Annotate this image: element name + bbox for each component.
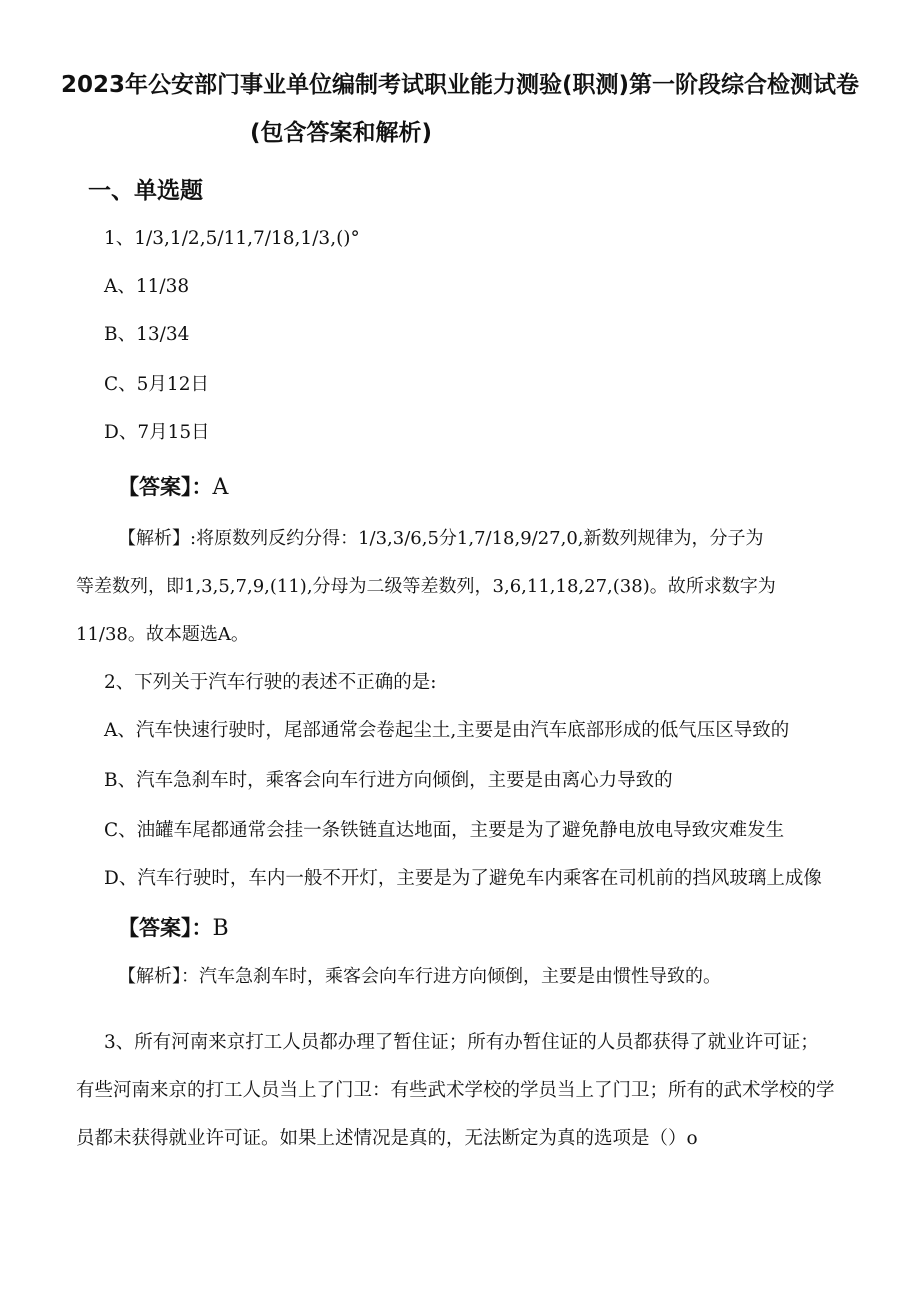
question-2-explanation: 【解析】：汽车急刹车时，乘客会向车行进方向倾倒，主要是由惯性导致的。 bbox=[118, 966, 721, 987]
question-1-answer bbox=[118, 471, 228, 501]
section-heading: 一、单选题 bbox=[88, 178, 203, 204]
document-subtitle: (包含答案和解析) bbox=[250, 120, 433, 146]
question-1-option-b: B、13/34 bbox=[104, 324, 190, 345]
answer-label: 【答案】： bbox=[118, 916, 213, 940]
question-1-explanation-line-3: 11/38。故本题选A。 bbox=[76, 624, 249, 645]
question-1-explanation-line-2: 等差数列，即1,3,5,7,9,(11),分母为二级等差数列，3,6,11,18,27,(38)。故所求数字为 bbox=[76, 576, 776, 597]
question-1-explanation-line-1: 【解析】:将原数列反约分得：1/3,3/6,5分1,7/18,9/27,0,新数列规律为，分子为 bbox=[118, 528, 764, 549]
answer-value: A bbox=[212, 475, 229, 500]
question-3-line-3: 员都未获得就业许可证。如果上述情况是真的，无法断定为真的选项是（）o bbox=[76, 1128, 698, 1149]
question-1-stem: 1、1/3,1/2,5/11,7/18,1/3,()° bbox=[104, 228, 360, 249]
question-1-option-d: D、7月15日 bbox=[104, 422, 210, 443]
question-1-option-c: C、5月12日 bbox=[104, 374, 209, 395]
question-2-stem: 2、下列关于汽车行驶的表述不正确的是: bbox=[104, 672, 437, 693]
question-2-option-c: C、油罐车尾都通常会挂一条铁链直达地面，主要是为了避免静电放电导致灾难发生 bbox=[104, 820, 785, 841]
question-2-option-a: A、汽车快速行驶时，尾部通常会卷起尘土,主要是由汽车底部形成的低气压区导致的 bbox=[104, 720, 790, 741]
answer-value: B bbox=[212, 916, 229, 941]
question-2-answer bbox=[118, 912, 229, 942]
document-title: 2023年公安部门事业单位编制考试职业能力测验(职测)第一阶段综合检测试卷 bbox=[60, 72, 860, 98]
question-2-option-b: B、汽车急刹车时，乘客会向车行进方向倾倒，主要是由离心力导致的 bbox=[104, 770, 673, 791]
question-3-line-1: 3、所有河南来京打工人员都办理了暂住证；所有办暂住证的人员都获得了就业许可证； bbox=[104, 1032, 819, 1053]
question-1-option-a: A、11/38 bbox=[104, 276, 190, 297]
question-3-line-2: 有些河南来京的打工人员当上了门卫：有些武术学校的学员当上了门卫；所有的武术学校的学 bbox=[76, 1080, 835, 1101]
answer-label: 【答案】： bbox=[118, 475, 213, 499]
question-2-option-d: D、汽车行驶时，车内一般不开灯，主要是为了避免车内乘客在司机前的挡风玻璃上成像 bbox=[104, 868, 822, 889]
